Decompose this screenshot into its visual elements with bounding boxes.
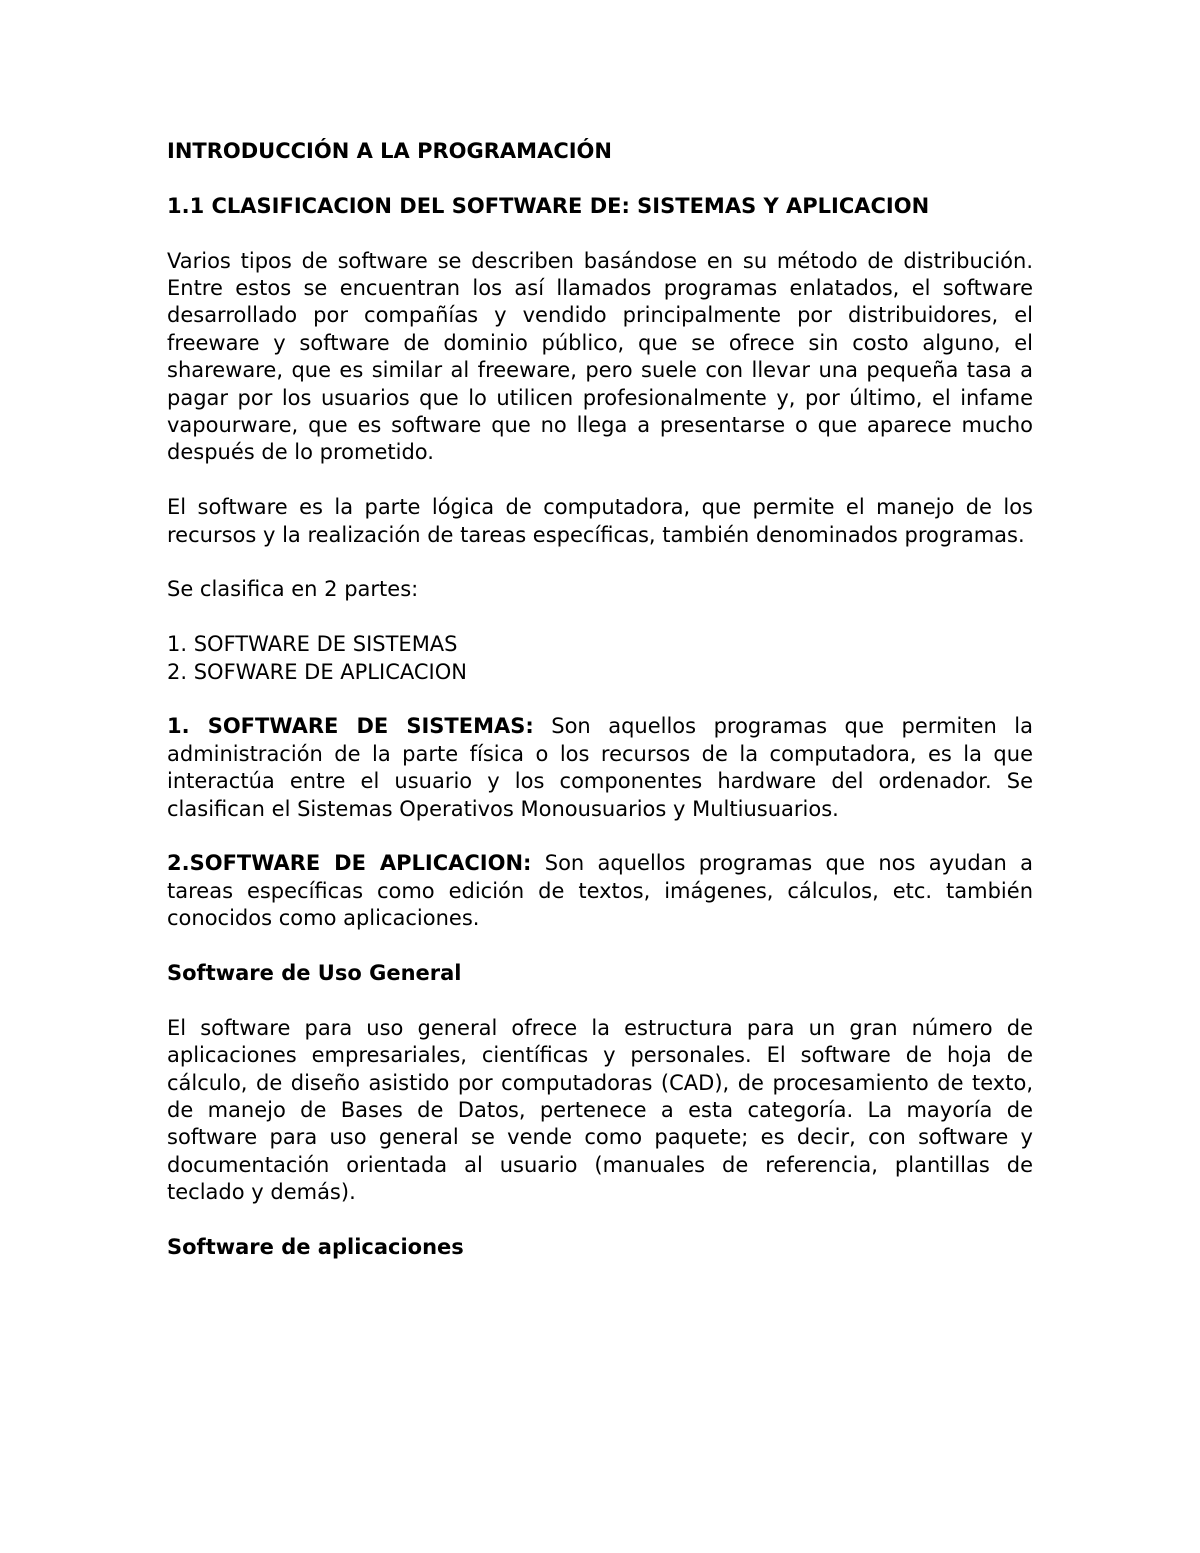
list-item-aplicacion: 2. SOFWARE DE APLICACION	[167, 659, 467, 684]
classification-list	[167, 631, 1033, 686]
paragraph-distribution-types: Varios tipos de software se describen basándose en su método de distribución. Entre estos se encuentran los así llamados programas enlatados, el software desarrollado por compañías y vendido principalmente por distribuidores, el freeware y software de dominio público, que se ofrece sin costo alguno, el shareware, que es similar al freeware, pero suele con llevar una pequeña tasa a pagar por los usuarios que lo utilicen profesionalmente y, por último, el infame vapourware, que es software que no llega a presentarse o que aparece mucho después de lo prometido.	[167, 248, 1033, 465]
list-item-sistemas: 1. SOFTWARE DE SISTEMAS	[167, 632, 458, 657]
aplicacion-label: 2.SOFTWARE DE APLICACION:	[167, 851, 532, 876]
heading-software-aplicaciones: Software de aplicaciones	[167, 1235, 464, 1260]
paragraph-software-sistemas	[167, 713, 1033, 823]
sistemas-text: Son aquellos programas que permiten la administración de la parte física o los recursos de la computadora, es la que interactúa entre el usuario y los componentes hardware del ordenador. Se clasifican el Sistemas Operativos Monousuarios y Multiusuarios.	[167, 714, 1033, 821]
section-heading: 1.1 CLASIFICACION DEL SOFTWARE DE: SISTEMAS Y APLICACION	[167, 193, 930, 218]
paragraph-software-definition: El software es la parte lógica de computadora, que permite el manejo de los recursos y la realización de tareas específicas, también denominados programas.	[167, 495, 1033, 547]
document-title: INTRODUCCIÓN A LA PROGRAMACIÓN	[167, 139, 612, 163]
aplicacion-text: Son aquellos programas que nos ayudan a tareas específicas como edición de textos, imágenes, cálculos, etc. también conocidos como aplicaciones.	[167, 851, 1033, 931]
heading-uso-general: Software de Uso General	[167, 961, 462, 986]
paragraph-uso-general: El software para uso general ofrece la estructura para un gran número de aplicaciones empresariales, científicas y personales. El software de hoja de cálculo, de diseño asistido por computadoras (CAD), de procesamiento de texto, de manejo de Bases de Datos, pertenece a esta categoría. La mayoría de software para uso general se vende como paquete; es decir, con software y documentación orientada al usuario (manuales de referencia, plantillas de teclado y demás).	[167, 1015, 1033, 1205]
document-page	[167, 138, 1033, 1289]
sistemas-label: 1. SOFTWARE DE SISTEMAS:	[167, 714, 534, 739]
paragraph-software-aplicacion	[167, 850, 1033, 932]
paragraph-classification-intro: Se clasifica en 2 partes:	[167, 577, 419, 602]
